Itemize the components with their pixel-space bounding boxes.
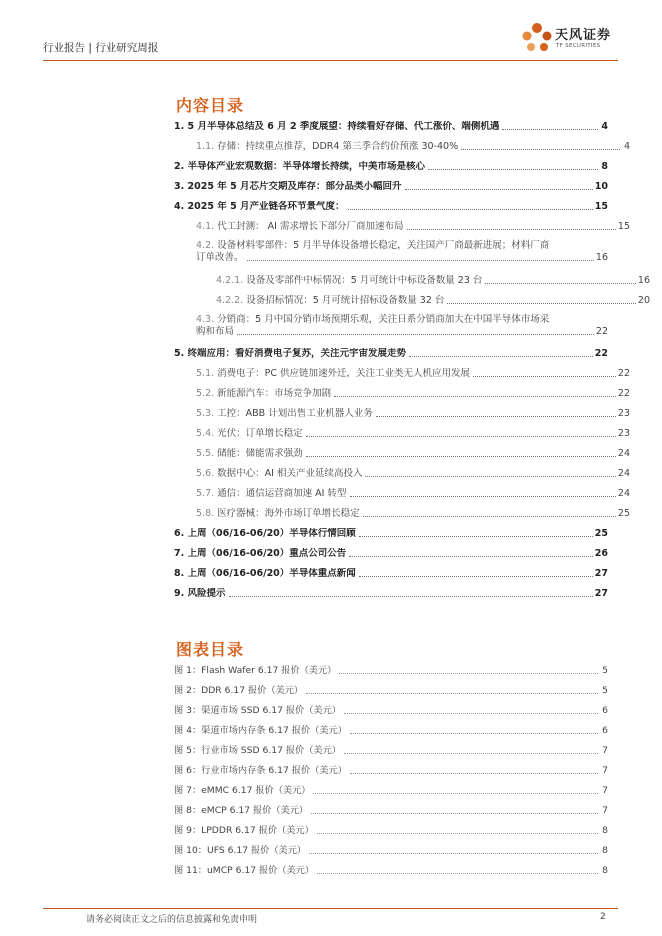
toc-entry[interactable]: 2. 半导体产业宏观数据：半导体增长持续，中美市场是核心 8 (174, 161, 608, 172)
toc-entry[interactable]: 4.2.1. 设备及零部件中标情况：5 月可统计中标设备数量 23 台 16 (216, 275, 650, 286)
toc-entry[interactable]: 6. 上周（06/16-06/20）半导体行情回顾 25 (174, 528, 608, 539)
toc-entry[interactable]: 5. 终端应用：看好消费电子复苏，关注元宇宙发展走势 22 (174, 348, 608, 359)
toc-entry[interactable]: 7. 上周（06/16-06/20）重点公司公告 26 (174, 548, 608, 559)
header-divider (43, 60, 618, 61)
figure-entry[interactable]: 图 1：Flash Wafer 6.17 报价（美元） 5 (174, 665, 608, 676)
toc-entry[interactable]: 1. 5 月半导体总结及 6 月 2 季度展望：持续看好存储、代工涨价、端侧机遇 4 (174, 121, 608, 132)
toc-entry[interactable]: 5.2. 新能源汽车：市场竞争加剧 22 (196, 388, 630, 399)
header-title: 行业报告 | 行业研究周报 (43, 42, 159, 54)
figures-title: 图表目录 (176, 640, 245, 659)
logo-name: 天风证券 (555, 28, 612, 43)
figure-entry[interactable]: 图 11：uMCP 6.17 报价（美元） 8 (174, 865, 608, 876)
toc-title: 内容目录 (176, 96, 245, 115)
toc-entry[interactable]: 5.6. 数据中心：AI 相关产业延续高投入 24 (196, 468, 630, 479)
toc-entry[interactable]: 1.1. 存储：持续重点推荐，DDR4 第三季合约价预涨 30-40% 4 (196, 141, 630, 152)
figure-entry[interactable]: 图 9：LPDDR 6.17 报价（美元） 8 (174, 825, 608, 836)
figure-entry[interactable]: 图 3：渠道市场 SSD 6.17 报价（美元） 6 (174, 705, 608, 716)
toc-entry[interactable]: 3. 2025 年 5 月芯片交期及库存：部分品类小幅回升 10 (174, 181, 608, 192)
toc-entry[interactable]: 4.2. 设备材料零部件：5 月半导体设备增长稳定，关注国产厂商最新进展；材料厂商 订单改善。 16 (196, 240, 608, 263)
toc-entry[interactable]: 4.1. 代工封测： AI 需求增长下部分厂商加速布局 15 (196, 221, 630, 232)
figure-entry[interactable]: 图 2：DDR 6.17 报价（美元） 5 (174, 685, 608, 696)
toc-entry[interactable]: 4.3. 分销商：5 月中国分销市场预期乐观，关注日系分销商加大在中国半导体市场采 购和布局 22 (196, 314, 608, 337)
company-logo (519, 20, 619, 56)
toc-entry[interactable]: 4.2.2. 设备招标情况：5 月可统计招标设备数量 32 台 20 (216, 295, 650, 306)
toc-entry[interactable]: 5.4. 光伏：订单增长稳定 23 (196, 428, 630, 439)
toc-entry[interactable]: 4. 2025 年 5 月产业链各环节景气度： 15 (174, 201, 608, 212)
footer-disclaimer: 请务必阅读正文之后的信息披露和免责申明 (86, 915, 258, 925)
toc-entry[interactable]: 5.8. 医疗器械：海外市场订单增长稳定 25 (196, 508, 630, 519)
figure-entry[interactable]: 图 4：渠道市场内存条 6.17 报价（美元） 6 (174, 725, 608, 736)
toc-entry[interactable]: 5.7. 通信：通信运营商加速 AI 转型 24 (196, 488, 630, 499)
figure-entry[interactable]: 图 6：行业市场内存条 6.17 报价（美元） 7 (174, 765, 608, 776)
logo-flower-icon (519, 20, 555, 56)
figure-entry[interactable]: 图 7：eMMC 6.17 报价（美元） 7 (174, 785, 608, 796)
figure-entry[interactable]: 图 8：eMCP 6.17 报价（美元） 7 (174, 805, 608, 816)
figure-entry[interactable]: 图 10：UFS 6.17 报价（美元） 8 (174, 845, 608, 856)
footer-divider (43, 908, 618, 909)
logo-english: TF SECURITIES (556, 43, 601, 49)
toc-entry[interactable]: 5.5. 储能：储能需求强劲 24 (196, 448, 630, 459)
toc-entry[interactable]: 5.3. 工控：ABB 计划出售工业机器人业务 23 (196, 408, 630, 419)
toc-entry[interactable]: 5.1. 消费电子：PC 供应链加速外迁，关注工业类无人机应用发展 22 (196, 368, 630, 379)
toc-entry[interactable]: 8. 上周（06/16-06/20）半导体重点新闻 27 (174, 568, 608, 579)
toc-entry[interactable]: 9. 风险提示 27 (174, 588, 608, 599)
page-number: 2 (600, 912, 606, 922)
figure-entry[interactable]: 图 5：行业市场 SSD 6.17 报价（美元） 7 (174, 745, 608, 756)
